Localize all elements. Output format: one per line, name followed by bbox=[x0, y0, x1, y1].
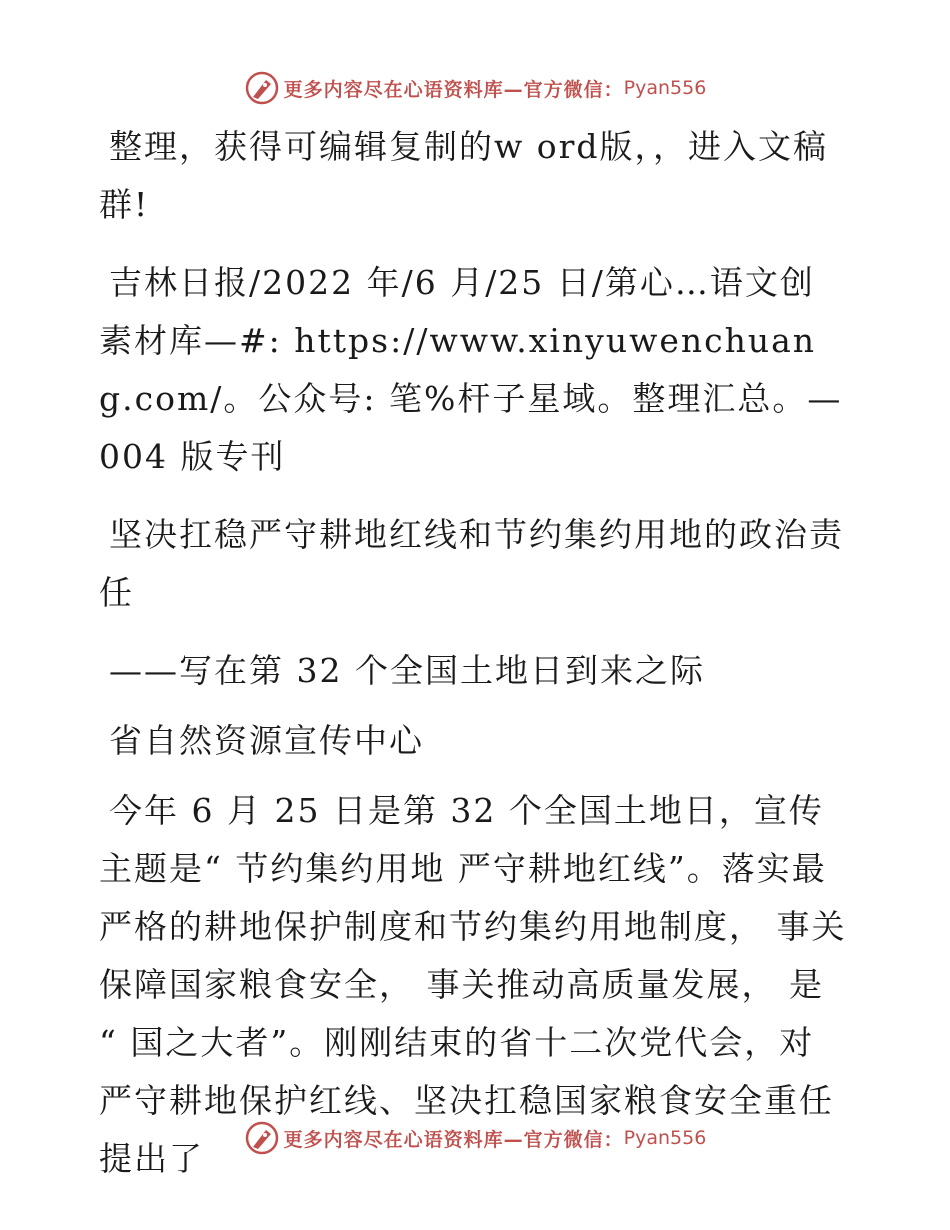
banner-contact: Pyan556 bbox=[623, 77, 707, 99]
pen-nib-logo-icon bbox=[244, 1120, 280, 1156]
body-paragraph: 今年 6 月 25 日是第 32 个全国土地日，宣传主题是“ 节约集约用地 严守耕地红线”。落实最严格的耕地保护制度和节约集约用地制度， 事关保障国家粮食安全， 事关推动高质量发展， 是 “ 国之大者”。刚刚结束的省十二次党代会，对严守耕地保护红线、坚决扛稳国家粮食安全重任提出了 bbox=[99, 791, 847, 1178]
banner-contact: Pyan556 bbox=[623, 1127, 707, 1149]
article-subtitle: ——写在第 32 个全国土地日到来之际 bbox=[109, 651, 705, 690]
article-title: 坚决扛稳严守耕地红线和节约集约用地的政治责任 bbox=[99, 515, 844, 612]
banner-text: 更多内容尽在心语资料库—官方微信： bbox=[283, 1128, 624, 1151]
header-banner bbox=[0, 68, 950, 108]
source-line: 吉林日报/2022 年/6 月/25 日/第心…语文创素材库—#: https://www.xinyuwenchuang.com/。公众号: 笔%杆子星域。整理汇总。— 004 版专刊 bbox=[99, 263, 855, 476]
document-body bbox=[99, 118, 855, 1208]
article-author: 省自然资源宣传中心 bbox=[109, 721, 424, 760]
intro-paragraph: 整理，获得可编辑复制的w ord版，，进入文稿群! bbox=[99, 127, 829, 224]
banner-text: 更多内容尽在心语资料库—官方微信： bbox=[283, 78, 624, 101]
footer-banner bbox=[0, 1118, 950, 1158]
pen-nib-logo-icon bbox=[244, 70, 280, 106]
